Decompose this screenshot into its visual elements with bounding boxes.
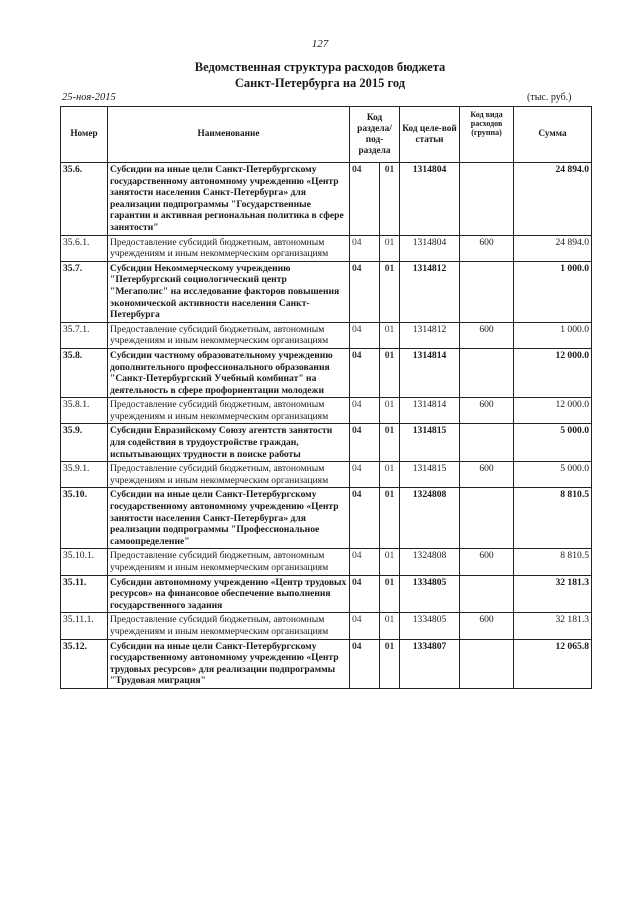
row-number: 35.6.1. xyxy=(61,235,108,261)
header-amount: Сумма xyxy=(514,107,592,163)
row-article-code: 1314812 xyxy=(400,322,460,348)
row-article-code: 1314815 xyxy=(400,462,460,488)
row-name: Предоставление субсидий бюджетным, автономным учреждениям и иным некоммерческим организациям xyxy=(108,462,350,488)
row-number: 35.8.1. xyxy=(61,398,108,424)
row-expense-type xyxy=(460,639,514,688)
row-name: Субсидии на иные цели Санкт-Петербургскому государственному автономному учреждению «Центр занятости населения Санкт-Петербурга» для реализации подпрограммы "Профессиональное самоопределение" xyxy=(108,488,350,549)
row-expense-type: 600 xyxy=(460,398,514,424)
row-number: 35.6. xyxy=(61,163,108,236)
table-row xyxy=(61,488,592,549)
row-section-code: 04 xyxy=(350,549,380,575)
row-subsection-code: 01 xyxy=(380,424,400,462)
row-number: 35.9.1. xyxy=(61,462,108,488)
row-subsection-code: 01 xyxy=(380,322,400,348)
table-row xyxy=(61,235,592,261)
header-section-code: Код раздела/ под-раздела xyxy=(350,107,400,163)
row-number: 35.11.1. xyxy=(61,613,108,639)
row-expense-type xyxy=(460,424,514,462)
row-section-code: 04 xyxy=(350,398,380,424)
row-section-code: 04 xyxy=(350,235,380,261)
row-article-code: 1334807 xyxy=(400,639,460,688)
row-expense-type: 600 xyxy=(460,462,514,488)
row-name: Предоставление субсидий бюджетным, автономным учреждениям и иным некоммерческим организациям xyxy=(108,613,350,639)
row-name: Субсидии частному образовательному учреждению дополнительного профессионального образования "Санкт-Петербургский Учебный комбинат" на деятельность в сфере профориентации молодежи xyxy=(108,348,350,397)
table-row xyxy=(61,639,592,688)
row-section-code: 04 xyxy=(350,462,380,488)
table-row xyxy=(61,163,592,236)
row-subsection-code: 01 xyxy=(380,639,400,688)
row-article-code: 1314814 xyxy=(400,348,460,397)
row-section-code: 04 xyxy=(350,348,380,397)
row-subsection-code: 01 xyxy=(380,488,400,549)
row-name: Субсидии автономному учреждению «Центр трудовых ресурсов» на финансовое обеспечение выполнения государственного задания xyxy=(108,575,350,613)
row-number: 35.7.1. xyxy=(61,322,108,348)
row-amount: 1 000.0 xyxy=(514,261,592,322)
row-number: 35.10.1. xyxy=(61,549,108,575)
row-article-code: 1314804 xyxy=(400,163,460,236)
header-name: Наименование xyxy=(108,107,350,163)
table-row xyxy=(61,322,592,348)
row-amount: 12 000.0 xyxy=(514,348,592,397)
page-number: 127 xyxy=(311,38,329,50)
row-article-code: 1314815 xyxy=(400,424,460,462)
row-expense-type xyxy=(460,348,514,397)
row-subsection-code: 01 xyxy=(380,163,400,236)
row-expense-type xyxy=(460,261,514,322)
table-row xyxy=(61,549,592,575)
row-article-code: 1324808 xyxy=(400,549,460,575)
row-amount: 32 181.3 xyxy=(514,613,592,639)
row-subsection-code: 01 xyxy=(380,261,400,322)
row-article-code: 1314812 xyxy=(400,261,460,322)
document-title xyxy=(0,59,640,91)
row-number: 35.8. xyxy=(61,348,108,397)
row-number: 35.7. xyxy=(61,261,108,322)
row-section-code: 04 xyxy=(350,322,380,348)
title-line-1: Ведомственная структура расходов бюджета xyxy=(194,60,446,74)
row-subsection-code: 01 xyxy=(380,398,400,424)
row-name: Субсидии на иные цели Санкт-Петербургскому государственному автономному учреждению «Центр занятости населения Санкт-Петербурга» для реализации подпрограммы "Государственные гарантии и активная региональная политика в сфере занятости" xyxy=(108,163,350,236)
row-number: 35.10. xyxy=(61,488,108,549)
table-body xyxy=(61,163,592,689)
row-article-code: 1334805 xyxy=(400,613,460,639)
row-subsection-code: 01 xyxy=(380,348,400,397)
units-label: (тыс. руб.) xyxy=(527,92,572,103)
row-subsection-code: 01 xyxy=(380,549,400,575)
row-subsection-code: 01 xyxy=(380,235,400,261)
table-row xyxy=(61,575,592,613)
row-subsection-code: 01 xyxy=(380,613,400,639)
row-amount: 12 000.0 xyxy=(514,398,592,424)
row-amount: 5 000.0 xyxy=(514,462,592,488)
row-section-code: 04 xyxy=(350,639,380,688)
table-row xyxy=(61,613,592,639)
row-article-code: 1314814 xyxy=(400,398,460,424)
row-amount: 12 065.8 xyxy=(514,639,592,688)
header-expense-type: Код вида расходов (группа) xyxy=(460,107,514,163)
table-row xyxy=(61,462,592,488)
row-subsection-code: 01 xyxy=(380,462,400,488)
budget-table xyxy=(60,106,592,689)
row-expense-type: 600 xyxy=(460,322,514,348)
table-row xyxy=(61,261,592,322)
row-amount: 24 894.0 xyxy=(514,235,592,261)
row-name: Предоставление субсидий бюджетным, автономным учреждениям и иным некоммерческим организациям xyxy=(108,322,350,348)
header-article-code: Код целе-вой статьи xyxy=(400,107,460,163)
title-line-2: Санкт-Петербурга на 2015 год xyxy=(234,76,406,90)
row-name: Субсидии Некоммерческому учреждению "Петербургский социологический центр "Мегаполис" на исследование факторов повышения экономической активности населения Санкт-Петербурга xyxy=(108,261,350,322)
table-row xyxy=(61,398,592,424)
row-section-code: 04 xyxy=(350,424,380,462)
row-name: Предоставление субсидий бюджетным, автономным учреждениям и иным некоммерческим организациям xyxy=(108,398,350,424)
row-expense-type: 600 xyxy=(460,549,514,575)
row-amount: 32 181.3 xyxy=(514,575,592,613)
row-amount: 8 810.5 xyxy=(514,549,592,575)
row-expense-type: 600 xyxy=(460,235,514,261)
table-header-row xyxy=(61,107,592,163)
row-name: Предоставление субсидий бюджетным, автономным учреждениям и иным некоммерческим организациям xyxy=(108,235,350,261)
row-number: 35.11. xyxy=(61,575,108,613)
row-expense-type xyxy=(460,488,514,549)
row-section-code: 04 xyxy=(350,488,380,549)
row-amount: 5 000.0 xyxy=(514,424,592,462)
row-name: Субсидии Евразийскому Союзу агентств занятости для содействия в трудоустройстве граждан, испытывающих трудности в поиске работы xyxy=(108,424,350,462)
row-article-code: 1314804 xyxy=(400,235,460,261)
header-number: Номер xyxy=(61,107,108,163)
row-amount: 8 810.5 xyxy=(514,488,592,549)
row-name: Субсидии на иные цели Санкт-Петербургскому государственному автономному учреждению «Центр трудовых ресурсов» для реализации подпрограммы "Трудовая миграция" xyxy=(108,639,350,688)
row-expense-type xyxy=(460,575,514,613)
row-subsection-code: 01 xyxy=(380,575,400,613)
row-amount: 1 000.0 xyxy=(514,322,592,348)
row-number: 35.12. xyxy=(61,639,108,688)
row-section-code: 04 xyxy=(350,575,380,613)
table-row xyxy=(61,348,592,397)
table-row xyxy=(61,424,592,462)
row-amount: 24 894.0 xyxy=(514,163,592,236)
row-article-code: 1334805 xyxy=(400,575,460,613)
row-expense-type: 600 xyxy=(460,613,514,639)
document-date: 25-ноя-2015 xyxy=(62,92,116,103)
row-section-code: 04 xyxy=(350,613,380,639)
row-article-code: 1324808 xyxy=(400,488,460,549)
row-number: 35.9. xyxy=(61,424,108,462)
row-section-code: 04 xyxy=(350,163,380,236)
row-expense-type xyxy=(460,163,514,236)
row-section-code: 04 xyxy=(350,261,380,322)
row-name: Предоставление субсидий бюджетным, автономным учреждениям и иным некоммерческим организациям xyxy=(108,549,350,575)
